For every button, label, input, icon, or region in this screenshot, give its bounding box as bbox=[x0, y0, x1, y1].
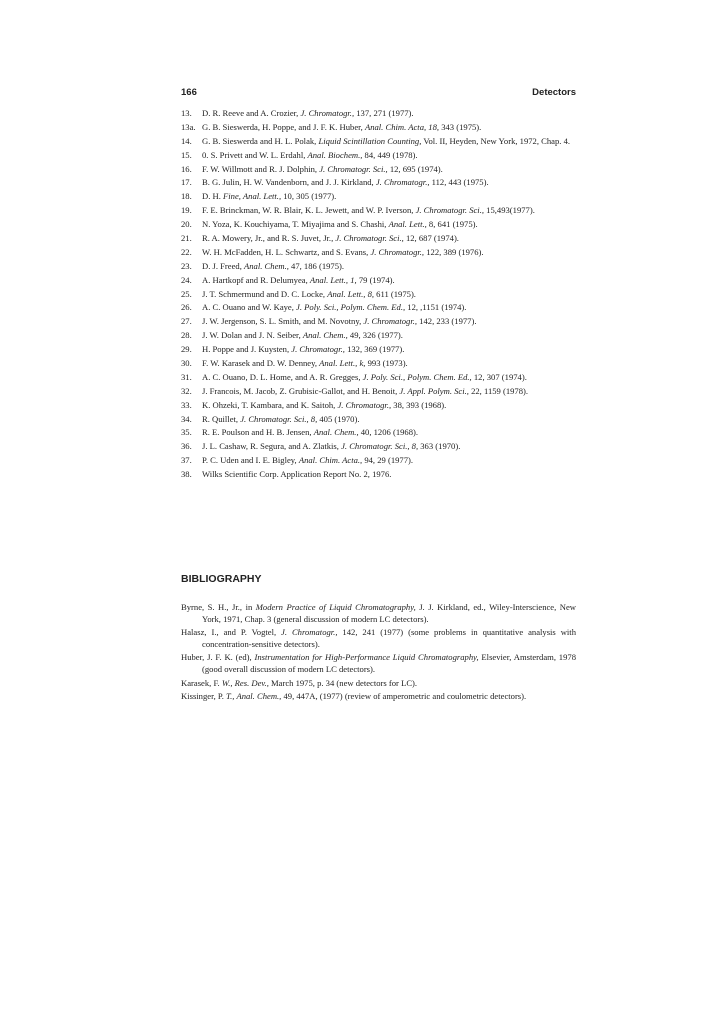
citation-text: A. Hartkopf and R. Delumyea, bbox=[202, 274, 310, 285]
citation-text: Kissinger, P. bbox=[181, 690, 227, 701]
citation-italic-text: Anal. Chem., bbox=[244, 260, 289, 271]
reference-text bbox=[202, 260, 576, 272]
reference-item bbox=[181, 232, 576, 244]
citation-text: 405 (1970). bbox=[317, 413, 360, 424]
reference-text bbox=[202, 274, 576, 286]
citation-italic-text: J. Chromatogr., bbox=[337, 399, 392, 410]
reference-text bbox=[202, 371, 576, 383]
reference-item bbox=[181, 149, 576, 161]
reference-text bbox=[202, 107, 576, 119]
citation-text: Huber, J. F. K. (ed), bbox=[181, 652, 255, 663]
reference-list bbox=[181, 107, 576, 482]
citation-italic-text: Anal. Lett., 8, bbox=[327, 288, 375, 299]
citation-text: 84, 449 (1978). bbox=[362, 149, 418, 160]
citation-text: 49, 447A, (1977) (review of amperometric and coulometric detectors). bbox=[281, 690, 527, 701]
reference-number: 38. bbox=[181, 469, 192, 480]
reference-number: 14. bbox=[181, 135, 192, 146]
reference-text bbox=[202, 357, 576, 369]
citation-text: Elsevier, Amsterdam, 1978 (good overall discussion of modern LC detectors). bbox=[202, 652, 576, 675]
citation-text: K. Ohzeki, T. Kambara, and K. Saitoh, bbox=[202, 399, 338, 410]
citation-text: F. E. Brinckman, W. R. Blair, K. L. Jewett, and W. P. Iverson, bbox=[202, 205, 416, 216]
reference-number: 13a. bbox=[181, 121, 196, 132]
reference-item bbox=[181, 440, 576, 452]
citation-italic-text: Anal. Chim. Acta, 18, bbox=[364, 121, 440, 132]
reference-item bbox=[181, 371, 576, 383]
reference-text bbox=[202, 413, 576, 425]
reference-item bbox=[181, 315, 576, 327]
citation-text: H. Poppe and J. Kuysten, bbox=[202, 344, 292, 355]
reference-text bbox=[202, 246, 576, 258]
reference-text bbox=[202, 315, 576, 327]
citation-text: R. Quillet, bbox=[202, 413, 241, 424]
citation-text: D. H. bbox=[202, 191, 224, 202]
citation-italic-text: J. Chromatogr., bbox=[281, 627, 338, 638]
citation-text: 38, 393 (1968). bbox=[391, 399, 447, 410]
citation-italic-text: J. Chromatogr. Sci., 8, bbox=[240, 413, 318, 424]
citation-text: 49, 326 (1977). bbox=[347, 330, 403, 341]
reference-number: 27. bbox=[181, 316, 192, 327]
citation-italic-text: J. Appl. Polym. Sci., bbox=[399, 385, 469, 396]
citation-italic-text: J. Chromatogr. Sci., bbox=[415, 205, 484, 216]
citation-text: Halasz, I., and P. Vogtel, bbox=[181, 627, 282, 638]
citation-text: 47, 186 (1975). bbox=[288, 260, 345, 271]
reference-text bbox=[202, 232, 576, 244]
citation-text: G. B. Sieswerda and H. L. Polak, bbox=[202, 135, 319, 146]
reference-item bbox=[181, 163, 576, 175]
citation-text: A. C. Ouano, D. L. Home, and A. R. Gregges, bbox=[202, 371, 363, 382]
reference-item bbox=[181, 357, 576, 369]
reference-item bbox=[181, 468, 576, 480]
running-title: Detectors bbox=[532, 87, 576, 98]
citation-italic-text: J. Poly. Sci., Polym. Chem. Ed., bbox=[362, 371, 472, 382]
citation-text: 12, 307 (1974). bbox=[471, 371, 527, 382]
reference-item bbox=[181, 176, 576, 188]
citation-text: 22, 1159 (1978). bbox=[468, 385, 529, 396]
citation-text: J. W. Jergenson, S. L. Smith, and M. Novotny, bbox=[202, 316, 364, 327]
citation-text: 0. S. Privett and W. L. Erdahl, bbox=[202, 149, 308, 160]
citation-italic-text: J. Chromatogr., bbox=[370, 246, 425, 257]
citation-text: 79 (1974). bbox=[356, 274, 395, 285]
citation-text: A. C. Ouano and W. Kaye, bbox=[202, 302, 297, 313]
reference-number: 17. bbox=[181, 177, 192, 188]
reference-number: 23. bbox=[181, 260, 192, 271]
reference-text bbox=[202, 440, 576, 452]
citation-text: N. Yoza, K. Kouchiyama, T. Miyajima and S. Chashi, bbox=[202, 219, 389, 230]
reference-item bbox=[181, 343, 576, 355]
citation-text: J. T. Schmermund and D. C. Locke, bbox=[202, 288, 328, 299]
reference-text bbox=[202, 121, 576, 133]
reference-number: 20. bbox=[181, 219, 192, 230]
citation-italic-text: Liquid Scintillation Counting, bbox=[318, 135, 422, 146]
citation-text: 10, 305 (1977). bbox=[281, 191, 337, 202]
citation-italic-text: Anal. Lett., 1, bbox=[309, 274, 357, 285]
reference-text bbox=[202, 218, 576, 230]
reference-item bbox=[181, 385, 576, 397]
reference-item bbox=[181, 204, 576, 216]
citation-italic-text: J. Chromatogr. Sci., bbox=[335, 233, 404, 244]
reference-number: 21. bbox=[181, 233, 192, 244]
reference-text bbox=[202, 399, 576, 411]
citation-italic-text: Anal. Lett., k, bbox=[319, 358, 366, 369]
reference-number: 28. bbox=[181, 330, 192, 341]
citation-text: 15,493(1977). bbox=[484, 205, 535, 216]
citation-italic-text: Instrumentation for High-Performance Liquid Chromatography, bbox=[254, 652, 479, 663]
citation-italic-text: J. Chromatogr., bbox=[375, 177, 430, 188]
citation-italic-text: J. Chromatogr., bbox=[363, 316, 418, 327]
reference-number: 15. bbox=[181, 149, 192, 160]
citation-text: G. B. Sieswerda, H. Poppe, and J. F. K. Huber, bbox=[202, 121, 365, 132]
reference-text bbox=[202, 288, 576, 300]
citation-italic-text: J. Chromatogr., bbox=[291, 344, 345, 355]
reference-number: 35. bbox=[181, 427, 192, 438]
bibliography-entry bbox=[181, 677, 576, 689]
citation-text: D. R. Reeve and A. Crozier, bbox=[202, 108, 301, 118]
reference-number: 34. bbox=[181, 413, 192, 424]
reference-text bbox=[202, 301, 576, 313]
citation-text: Karasek, F. bbox=[181, 677, 222, 688]
reference-number: 26. bbox=[181, 302, 192, 313]
citation-text: 993 (1973). bbox=[365, 358, 408, 369]
bibliography-entry bbox=[181, 651, 576, 675]
citation-text: 112, 443 (1975). bbox=[429, 177, 489, 188]
reference-item bbox=[181, 454, 576, 466]
reference-text bbox=[202, 163, 576, 175]
bibliography-list bbox=[181, 601, 576, 703]
reference-number: 33. bbox=[181, 399, 192, 410]
citation-text: 343 (1975). bbox=[439, 121, 482, 132]
reference-number: 31. bbox=[181, 371, 192, 382]
citation-text: B. G. Julin, H. W. Vandenborn, and J. J. Kirkland, bbox=[202, 177, 376, 188]
citation-italic-text: W., Res. Dev., bbox=[221, 677, 269, 688]
citation-text: R. E. Poulson and H. B. Jensen, bbox=[202, 427, 314, 438]
citation-text: 94, 29 (1977). bbox=[362, 455, 414, 466]
reference-text bbox=[202, 343, 576, 355]
citation-text: 12, 687 (1974). bbox=[403, 233, 459, 244]
reference-number: 32. bbox=[181, 385, 192, 396]
citation-italic-text: T., Anal. Chem., bbox=[226, 690, 282, 701]
citation-italic-text: Fine, Anal. Lett., bbox=[223, 191, 282, 202]
reference-item bbox=[181, 121, 576, 133]
citation-text: J. Francois, M. Jacob, Z. Grubisic-Gallot, and H. Benoit, bbox=[202, 385, 400, 396]
citation-text: F. W. Willmott and R. J. Dolphin, bbox=[202, 163, 320, 174]
citation-italic-text: Anal. Chem., bbox=[313, 427, 359, 438]
citation-text: March 1975, p. 34 (new detectors for LC). bbox=[268, 677, 418, 688]
citation-text: W. H. McFadden, H. L. Schwartz, and S. Evans, bbox=[202, 246, 371, 257]
reference-number: 16. bbox=[181, 163, 192, 174]
reference-item bbox=[181, 246, 576, 258]
citation-text: J. L. Cashaw, R. Segura, and A. Zlatkis, bbox=[202, 441, 342, 452]
citation-text: F. W. Karasek and D. W. Denney, bbox=[202, 358, 320, 369]
citation-italic-text: J. Chromatogr., bbox=[300, 108, 355, 118]
reference-number: 36. bbox=[181, 441, 192, 452]
reference-item bbox=[181, 288, 576, 300]
reference-text bbox=[202, 190, 576, 202]
citation-text: 122, 389 (1976). bbox=[424, 246, 484, 257]
reference-item bbox=[181, 260, 576, 272]
citation-text: 142, 233 (1977). bbox=[417, 316, 477, 327]
reference-item bbox=[181, 107, 576, 119]
citation-text: 12, ,1151 (1974). bbox=[405, 302, 467, 313]
bibliography-entry bbox=[181, 626, 576, 650]
reference-number: 30. bbox=[181, 358, 192, 369]
reference-text bbox=[202, 329, 576, 341]
citation-italic-text: Modern Practice of Liquid Chromatography, bbox=[255, 602, 416, 612]
citation-text: 40, 1206 (1968). bbox=[358, 427, 419, 438]
citation-text: Byrne, S. H., Jr., in bbox=[181, 602, 256, 612]
citation-text: 8, 641 (1975). bbox=[426, 219, 478, 230]
reference-text bbox=[202, 135, 576, 147]
page-header bbox=[181, 87, 576, 101]
reference-text bbox=[202, 204, 576, 216]
reference-item bbox=[181, 274, 576, 286]
bibliography-entry bbox=[181, 690, 576, 702]
citation-text: Vol. II, Heyden, New York, 1972, Chap. 4. bbox=[421, 135, 571, 146]
citation-text: D. J. Freed, bbox=[202, 260, 245, 271]
reference-text bbox=[202, 454, 576, 466]
citation-text: 611 (1975). bbox=[374, 288, 416, 299]
page-number: 166 bbox=[181, 87, 197, 98]
reference-item bbox=[181, 413, 576, 425]
citation-italic-text: J. Poly. Sci., Polym. Chem. Ed., bbox=[296, 302, 406, 313]
reference-text bbox=[202, 385, 576, 397]
citation-text: 132, 369 (1977). bbox=[344, 344, 405, 355]
citation-italic-text: Anal. Chim. Acta., bbox=[298, 455, 363, 466]
citation-text: 137, 271 (1977). bbox=[354, 108, 414, 118]
citation-text: 142, 241 (1977) (some problems in quantitative analysis with concentration-sensitive detectors). bbox=[202, 627, 576, 650]
reference-number: 18. bbox=[181, 191, 192, 202]
reference-item bbox=[181, 399, 576, 411]
reference-text bbox=[202, 149, 576, 161]
citation-text: Wilks Scientific Corp. Application Report No. 2, 1976. bbox=[202, 469, 392, 480]
citation-italic-text: J. Chromatogr. Sci., bbox=[319, 163, 388, 174]
reference-number: 25. bbox=[181, 288, 192, 299]
reference-text bbox=[202, 176, 576, 188]
citation-text: P. C. Uden and I. E. Bigley, bbox=[202, 455, 299, 466]
reference-item bbox=[181, 329, 576, 341]
reference-text bbox=[202, 426, 576, 438]
reference-number: 24. bbox=[181, 274, 192, 285]
bibliography-heading: BIBLIOGRAPHY bbox=[181, 573, 262, 585]
reference-number: 22. bbox=[181, 246, 192, 257]
reference-item bbox=[181, 301, 576, 313]
citation-italic-text: Anal. Chem., bbox=[302, 330, 348, 341]
citation-italic-text: Anal. Lett., bbox=[388, 219, 427, 230]
reference-number: 29. bbox=[181, 344, 192, 355]
reference-item bbox=[181, 135, 576, 147]
reference-number: 19. bbox=[181, 205, 192, 216]
citation-text: J. J. Kirkland, ed., Wiley-Interscience, New York, 1971, Chap. 3 (general discussion of modern LC detectors). bbox=[202, 602, 576, 624]
bibliography-entry bbox=[181, 601, 576, 625]
reference-text bbox=[202, 468, 576, 480]
citation-text: J. W. Dolan and J. N. Seiber, bbox=[202, 330, 303, 341]
citation-italic-text: J. Chromatogr. Sci., 8, bbox=[341, 441, 419, 452]
citation-text: 363 (1970). bbox=[418, 441, 461, 452]
reference-item bbox=[181, 426, 576, 438]
reference-number: 37. bbox=[181, 455, 192, 466]
citation-italic-text: Anal. Biochem., bbox=[307, 149, 363, 160]
reference-item bbox=[181, 190, 576, 202]
citation-text: R. A. Mowery, Jr., and R. S. Juvet, Jr., bbox=[202, 233, 336, 244]
reference-item bbox=[181, 218, 576, 230]
reference-number: 13. bbox=[181, 108, 192, 118]
citation-text: 12, 695 (1974). bbox=[387, 163, 443, 174]
